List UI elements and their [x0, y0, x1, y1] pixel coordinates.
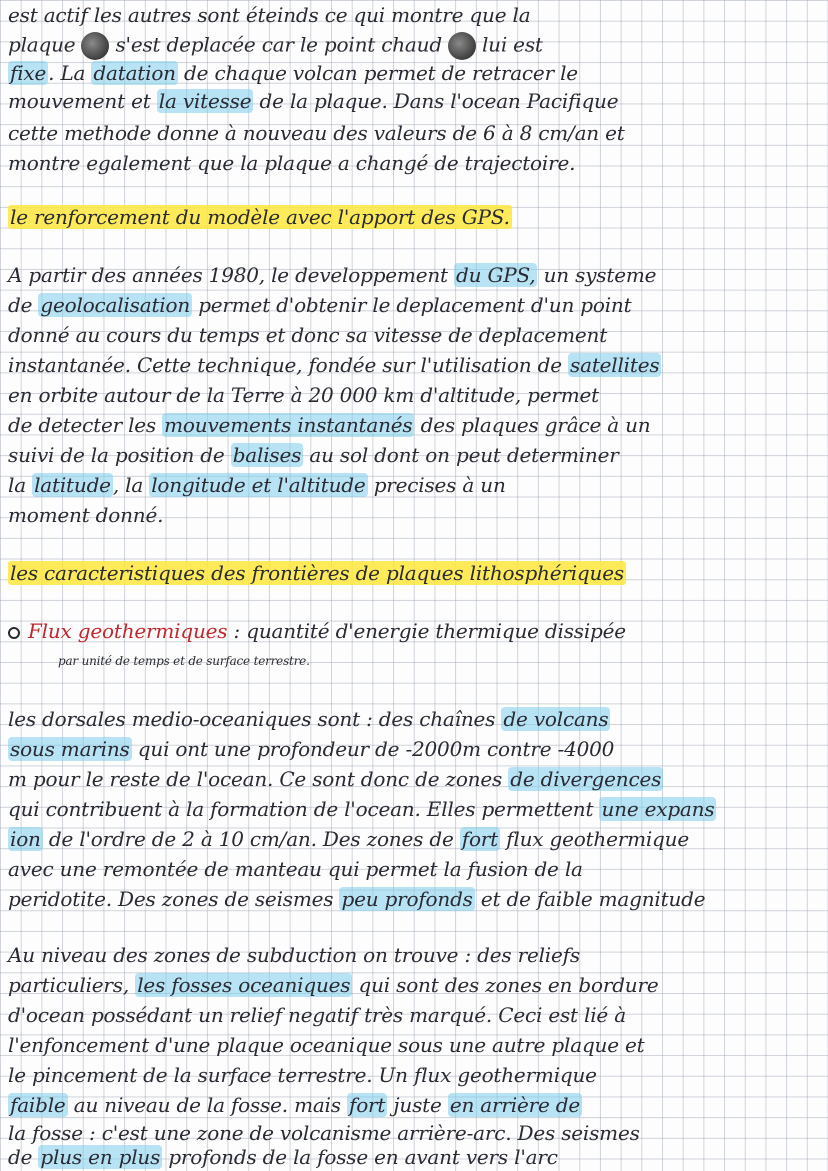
text-line: [8, 1064, 820, 1086]
highlight: ion: [10, 827, 41, 851]
text: le pincement de la surface terrestre. Un flux geothermique: [8, 1063, 597, 1087]
highlight: une expans: [601, 797, 715, 821]
text: montre egalement que la plaque a changé de trajectoire.: [8, 151, 576, 175]
text: d'ocean possédant un relief negatif très marqué. Ceci est lié à: [8, 1003, 626, 1027]
text: qui sont des zones en bordure: [358, 973, 659, 997]
section-heading: [8, 206, 820, 228]
text-line: [8, 444, 820, 466]
text: la: [8, 473, 26, 497]
highlight: fixe: [10, 61, 47, 85]
text: qui ont une profondeur de -2000m contre -4000: [137, 737, 615, 761]
text: est actif les autres sont éteinds ce qui montre que la: [8, 3, 531, 27]
highlight: faible: [10, 1093, 66, 1117]
text: profonds de la fosse en avant vers l'arc: [168, 1145, 558, 1169]
text-line: [8, 4, 820, 26]
text: m pour le reste de l'ocean. Ce sont donc de zones: [8, 767, 503, 791]
text: . La: [48, 61, 86, 85]
highlight: du GPS,: [456, 263, 536, 287]
heading-text: les caracteristiques des frontières de plaques lithosphériques: [10, 561, 624, 585]
text: suivi de la position de: [8, 443, 225, 467]
text: instantanée. Cette technique, fondée sur l'utilisation de: [8, 353, 562, 377]
text: moment donné.: [8, 503, 164, 527]
text: des plaques grâce à un: [420, 413, 651, 437]
text-line: [8, 828, 820, 850]
text: Au niveau des zones de subduction on trouve : des reliefs: [8, 943, 580, 967]
text-line: [8, 62, 820, 84]
highlight: fort: [349, 1093, 386, 1117]
highlight: les fosses oceaniques: [137, 973, 351, 997]
text: s'est deplacée car le point chaud: [115, 32, 442, 57]
text: de l'ordre de 2 à 10 cm/an. Des zones de: [48, 827, 454, 851]
highlight: de divergences: [510, 767, 662, 791]
highlight: plus en plus: [40, 1145, 161, 1169]
text-line: [8, 738, 820, 760]
highlight: fort: [461, 827, 498, 851]
text-line: [8, 1146, 820, 1168]
text-line: [8, 1094, 820, 1116]
hot-spot-dot-icon: [81, 32, 109, 60]
highlight: de volcans: [503, 707, 609, 731]
text-line: [8, 504, 820, 526]
text: et de faible magnitude: [480, 887, 706, 911]
text: flux geothermique: [506, 827, 689, 851]
bullet-term: Flux geothermiques: [28, 619, 228, 643]
text: de: [8, 293, 33, 317]
text-line: [8, 294, 820, 316]
highlight: sous marins: [10, 737, 130, 761]
text: precises à un: [373, 473, 506, 497]
text: : quantité d'energie thermique dissipée: [233, 619, 626, 643]
text-line: [8, 474, 820, 496]
text: les dorsales medio-oceaniques sont : des chaînes: [8, 707, 496, 731]
highlight: latitude: [34, 473, 111, 497]
text: de chaque volcan permet de retracer le: [184, 61, 578, 85]
text-line: [8, 122, 820, 144]
text-line: [8, 354, 820, 376]
text: peridotite. Des zones de seismes: [8, 887, 334, 911]
text-line: [8, 708, 820, 730]
text-line: [8, 858, 820, 880]
text-line: [8, 324, 820, 346]
highlight: satellites: [570, 353, 660, 377]
bullet-item: [8, 620, 820, 642]
text: au niveau de la fosse. mais: [73, 1093, 341, 1117]
text-line: [8, 974, 820, 996]
text: permet d'obtenir le deplacement d'un point: [198, 293, 632, 317]
text-line: [8, 1122, 820, 1144]
highlight: en arrière de: [449, 1093, 580, 1117]
highlight: peu profonds: [341, 887, 473, 911]
highlight: la vitesse: [158, 89, 252, 113]
text-line: [8, 384, 820, 406]
hot-spot-dot-icon: [448, 32, 476, 60]
text: A partir des années 1980, le developpement: [8, 263, 448, 287]
text: au sol dont on peut determiner: [309, 443, 619, 467]
text: , la: [112, 473, 144, 497]
text-line: [8, 264, 820, 286]
text: par unité de temps et de surface terrestre.: [58, 654, 310, 668]
text-line: [58, 650, 828, 672]
text-line: [8, 888, 820, 910]
text-line: [8, 798, 820, 820]
highlight: longitude et l'altitude: [151, 473, 366, 497]
text: de: [8, 1145, 33, 1169]
text: de la plaque. Dans l'ocean Pacifique: [259, 89, 619, 113]
text-line: [8, 1034, 820, 1056]
text-line: [8, 768, 820, 790]
text: la fosse : c'est une zone de volcanisme arrière-arc. Des seismes: [8, 1121, 640, 1145]
text-line: [8, 414, 820, 436]
text-line: [8, 1004, 820, 1026]
text: en orbite autour de la Terre à 20 000 km d'altitude, permet: [8, 383, 600, 407]
text-line: [8, 90, 820, 112]
text: plaque: [8, 32, 76, 57]
heading-text: le renforcement du modèle avec l'apport des GPS.: [10, 205, 510, 229]
section-heading: [8, 562, 820, 584]
text: qui contribuent à la formation de l'ocean. Elles permettent: [8, 797, 594, 821]
text: un systeme: [543, 263, 657, 287]
text: de detecter les: [8, 413, 156, 437]
text: mouvement et: [8, 89, 151, 113]
highlight: balises: [232, 443, 302, 467]
highlight: datation: [93, 61, 176, 85]
text: l'enfoncement d'une plaque oceanique sous une autre plaque et: [8, 1033, 645, 1057]
text: cette methode donne à nouveau des valeurs de 6 à 8 cm/an et: [8, 121, 625, 145]
text: juste: [393, 1093, 442, 1117]
text-line: [8, 944, 820, 966]
bullet-icon: [8, 627, 20, 639]
highlight: geolocalisation: [40, 293, 191, 317]
text: lui est: [481, 32, 543, 57]
text: particuliers,: [8, 973, 130, 997]
highlight: mouvements instantanés: [164, 413, 413, 437]
text: avec une remontée de manteau qui permet la fusion de la: [8, 857, 583, 881]
text: donné au cours du temps et donc sa vitesse de deplacement: [8, 323, 608, 347]
text-line: [8, 152, 820, 174]
text-line: [8, 32, 820, 60]
